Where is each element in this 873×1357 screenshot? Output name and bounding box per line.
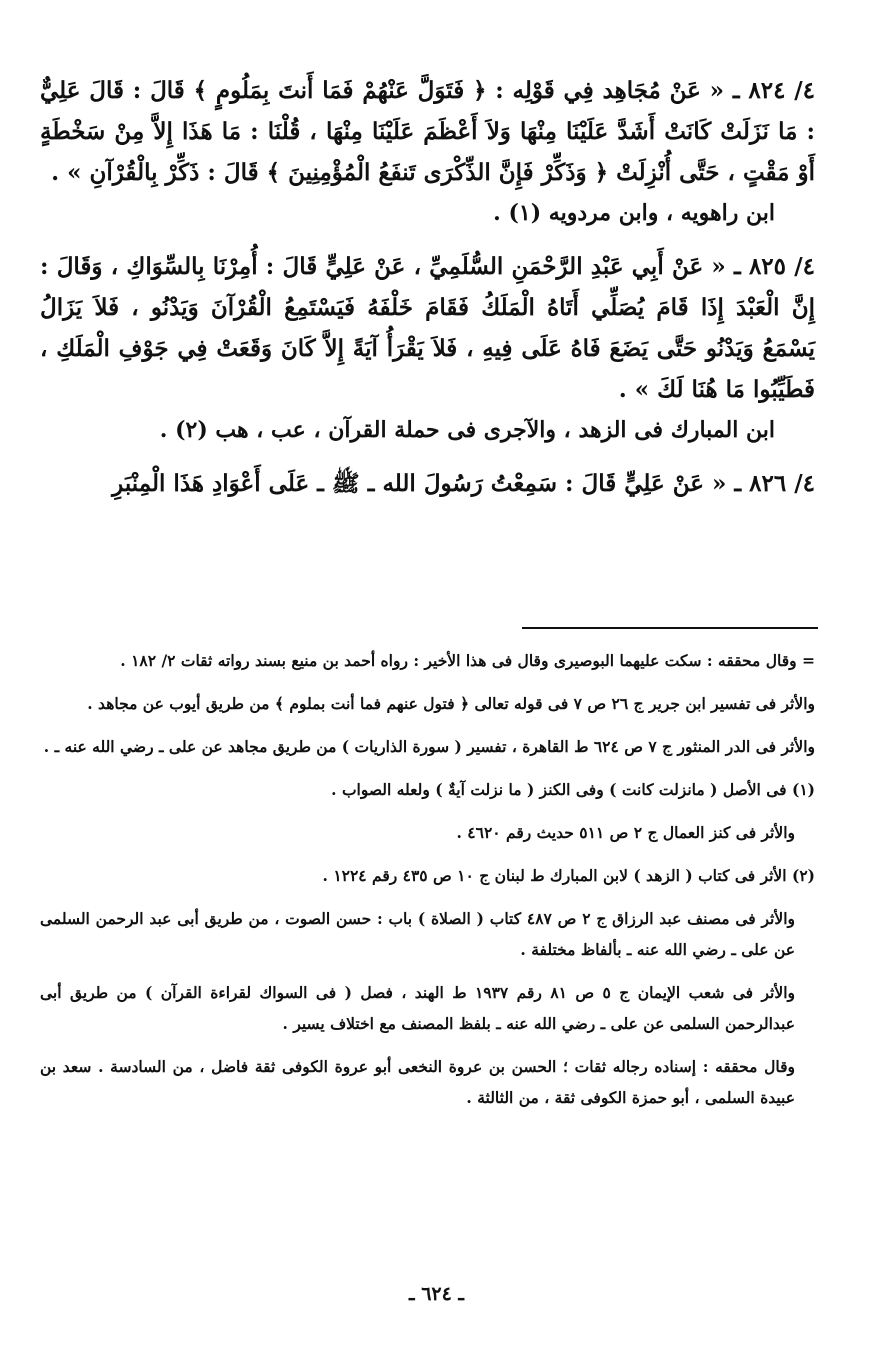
footnote-2: (٢) الأثر فى كتاب ( الزهد ) لابن المبارك ط لبنان ج ١٠ ص ٤٣٥ رقم ١٢٢٤ . bbox=[322, 866, 815, 885]
footnote-2-muhaqqiq: وقال محققه : إسناده رجاله ثقات ؛ الحسن بن عروة النخعى أبو عروة الكوفى ثقة فاضل ، من السادسة . سعد بن عبيدة السلمى ، أبو حمزة الكوفى ثقة ، من الثالثة . bbox=[40, 1057, 795, 1107]
page-number: ـ ٦٢٤ ـ bbox=[409, 1283, 464, 1305]
footnote-tafsir-ibn-jarir: والأثر فى تفسير ابن جرير ج ٢٦ ص ٧ فى قوله تعالى ﴿ فتول عنهم فما أنت بملوم ﴾ من طريق أيوب عن مجاهد . bbox=[87, 694, 815, 713]
footnote-1-kanz: والأثر فى كنز العمال ج ٢ ص ٥١١ حديث رقم ٤٦٢٠ . bbox=[456, 823, 795, 842]
main-text bbox=[40, 70, 815, 504]
footnote-separator bbox=[522, 627, 818, 629]
footnote-2-shuab: والأثر فى شعب الإيمان ج ٥ ص ٨١ رقم ١٩٣٧ ط الهند ، فصل ( فى السواك لقراءة القرآن ) من طريق أبى عبدالرحمن السلمى عن على ـ رضي الله عنه ـ بلفظ المصنف مع اختلاف يسير . bbox=[40, 983, 795, 1033]
footnotes bbox=[40, 645, 815, 1125]
footnote-continuation: = وقال محققه : سكت عليهما البوصيرى وقال فى هذا الأخير : رواه أحمد بن منيع بسند رواته ثقات ٢/ ١٨٢ . bbox=[120, 651, 815, 670]
hadith-825: ٤/ ٨٢٥ ـ « عَنْ أَبِي عَبْدِ الرَّحْمَنِ السُّلَمِيِّ ، عَنْ عَلِيٍّ قَالَ : أُمِرْنَا بِالسِّوَاكِ ، وَقَالَ : إِنَّ الْعَبْدَ إِذَا قَامَ يُصَلِّي أَتَاهُ الْمَلَكُ فَقَامَ خَلْفَهُ فَيَسْتَمِعُ الْقُرْآنَ وَيَدْنُو ، فَلاَ يَزَالُ يَسْمَعُ وَيَدْنُو حَتَّى يَضَعَ فَاهُ عَلَى فِيهِ ، فَلاَ يَقْرَأُ آيَةً إِلاَّ كَانَ وَقَعَتْ فِي جَوْفِ الْمَلَكِ ، فَطَيِّبُوا مَا هُنَا لَكَ » . bbox=[40, 253, 815, 403]
hadith-825-source: ابن المبارك فى الزهد ، والآجرى فى حملة القرآن ، عب ، هب (٢) . bbox=[159, 417, 775, 443]
hadith-824: ٤/ ٨٢٤ ـ « عَنْ مُجَاهِد فِي قَوْلِه : ﴿ فَتَوَلَّ عَنْهُمْ فَمَا أَنتَ بِمَلُومٍ ﴾ قَالَ : قَالَ عَلِيٌّ : مَا نَزَلَتْ كَانَتْ أَشَدَّ عَلَيْنَا مِنْهَا وَلاَ أَعْظَمَ عَلَيْنَا مِنْهَا ، قُلْنَا : مَا هَذَا إِلاَّ مِنْ سَخْطَةٍ أَوْ مَقْتٍ ، حَتَّى أُنْزِلَتْ ﴿ وَذَكِّرْ فَإِنَّ الذِّكْرَى تَنفَعُ الْمُؤْمِنِينَ ﴾ قَالَ : ذَكِّرْ بِالْقُرْآنِ » . bbox=[40, 77, 815, 186]
footnote-1: (١) فى الأصل ( مانزلت كانت ) وفى الكنز ( ما نزلت آيةٌ ) ولعله الصواب . bbox=[331, 780, 815, 799]
footnote-2-musannaf: والأثر فى مصنف عبد الرزاق ج ٢ ص ٤٨٧ كتاب ( الصلاة ) باب : حسن الصوت ، من طريق أبى عبد الرحمن السلمى عن على ـ رضي الله عنه ـ بألفاظ مختلفة . bbox=[40, 909, 795, 959]
footnote-durr-manthur: والأثر فى الدر المنثور ج ٧ ص ٦٢٤ ط القاهرة ، تفسير ( سورة الذاريات ) من طريق مجاهد عن على ـ رضي الله عنه ـ . bbox=[43, 737, 815, 756]
hadith-826: ٤/ ٨٢٦ ـ « عَنْ عَلِيٍّ قَالَ : سَمِعْتُ رَسُولَ الله ـ ﷺ ـ عَلَى أَعْوَادِ هَذَا الْمِنْبَرِ bbox=[112, 470, 815, 497]
hadith-824-source: ابن راهويه ، وابن مردويه (١) . bbox=[493, 200, 775, 226]
